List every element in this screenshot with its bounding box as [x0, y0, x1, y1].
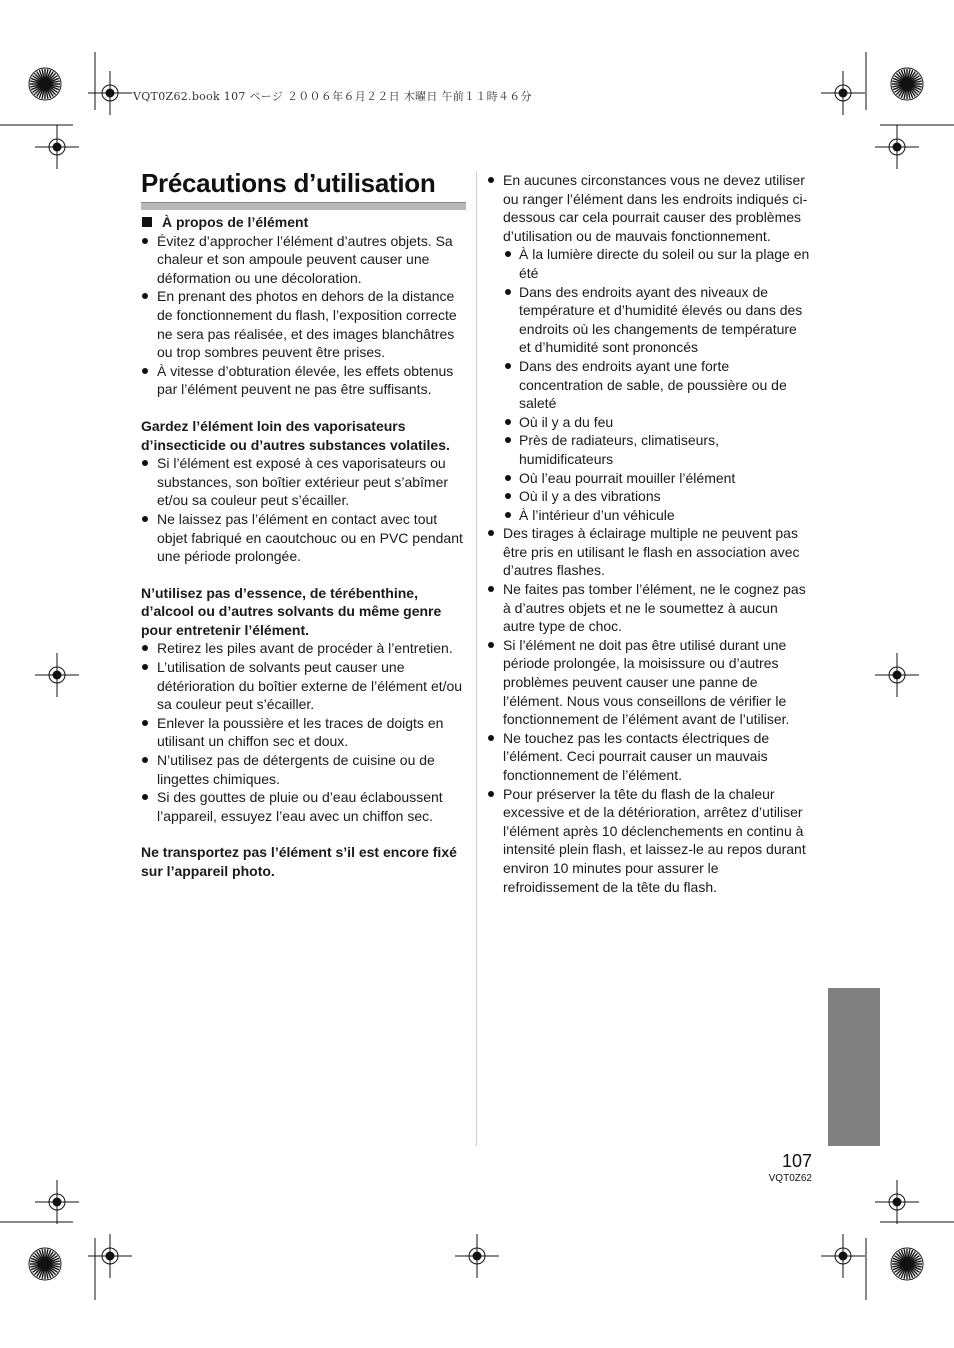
sub-list-item: Dans des endroits ayant une forte concentration de sable, de poussière ou de saleté	[503, 357, 812, 413]
list-item: Si l’élément ne doit pas être utilisé durant une période prolongée, la moisissure ou d’autres problèmes peuvent causer une panne de l’élément. Nous vous conseillons de vérifier le fonctionnement de l’élément avant de l’utiliser.	[487, 636, 812, 729]
sub-list-item: À la lumière directe du soleil ou sur la plage en été	[503, 245, 812, 282]
location-sub-list	[503, 245, 812, 524]
print-header: VQT0Z62.book 107 ページ ２００６年６月２２日 木曜日 午前１１時４６分	[133, 90, 532, 103]
left-column	[141, 213, 468, 881]
list-item: L’utilisation de solvants peut causer une détérioration du boîtier externe de l’élément et/ou sa couleur peut s’écailler.	[141, 658, 468, 714]
title-rule	[141, 202, 466, 210]
list-item: Si l’élément est exposé à ces vaporisateurs ou substances, son boîtier extérieur peut s’abîmer et/ou sa couleur peut s’écailler.	[141, 454, 468, 510]
list-item: Ne touchez pas les contacts électriques de l’élément. Ceci pourrait causer un mauvais fonctionnement de l’élément.	[487, 729, 812, 785]
list-item: Retirez les piles avant de procéder à l’entretien.	[141, 639, 468, 658]
page-number: 107	[781, 1151, 812, 1171]
storage-warning-text: En aucunes circonstances vous ne devez utiliser ou ranger l’élément dans les endroits indiqués ci-dessous car cela pourrait causer des problèmes d’utilisation ou de mauvais fonctionnement.	[503, 172, 808, 244]
sub-list-item: Dans des endroits ayant des niveaux de température et d’humidité élevés ou dans des endroits où les changements de température et d’humidité sont prononcés	[503, 283, 812, 357]
cleaning-list	[141, 639, 468, 825]
storage-bullet-list	[487, 171, 812, 896]
list-item: Ne laissez pas l’élément en contact avec tout objet fabriqué en caoutchouc ou en PVC pendant une période prolongée.	[141, 510, 468, 566]
square-bullet-icon	[142, 217, 152, 227]
volatile-substances-heading: Gardez l’élément loin des vaporisateurs d’insecticide ou d’autres substances volatiles.	[141, 417, 450, 453]
list-item: Ne faites pas tomber l’élément, ne le cognez pas à d’autres objets et ne le soumettez à aucun autre type de choc.	[487, 580, 812, 636]
list-item: Enlever la poussière et les traces de doigts en utilisant un chiffon sec et doux.	[141, 714, 468, 751]
right-column	[487, 171, 812, 896]
list-item: Évitez d’approcher l’élément d’autres objets. Sa chaleur et son ampoule peuvent causer une déformation ou une décoloration.	[141, 232, 468, 288]
sub-list-item: À l’intérieur d’un véhicule	[503, 506, 812, 525]
list-item: N’utilisez pas de détergents de cuisine ou de lingettes chimiques.	[141, 751, 468, 788]
intro-bullet-list	[141, 232, 468, 399]
list-item: Pour préserver la tête du flash de la chaleur excessive et de la détérioration, arrêtez d’utiliser l’élément après 10 déclenchements en continu à intensité plein flash, et laissez-le au repos durant environ 10 minutes pour assurer le refroidissement de la tête du flash.	[487, 785, 812, 897]
model-code: VQT0Z62	[768, 1173, 812, 1184]
volatile-substances-list	[141, 454, 468, 566]
sub-list-item: Où il y a des vibrations	[503, 487, 812, 506]
column-divider	[476, 171, 477, 1146]
list-item: En prenant des photos en dehors de la distance de fonctionnement du flash, l’exposition correcte ne sera pas réalisée, et des images blanchâtres ou trop sombres peuvent être prises.	[141, 287, 468, 361]
page-title: Précautions d’utilisation	[141, 168, 436, 198]
sub-list-item: Où il y a du feu	[503, 413, 812, 432]
section-side-tab	[828, 988, 880, 1146]
list-item: Des tirages à éclairage multiple ne peuvent pas être pris en utilisant le flash en association avec d’autres flashes.	[487, 524, 812, 580]
list-item: Si des gouttes de pluie ou d’eau éclaboussent l’appareil, essuyez l’eau avec un chiffon sec.	[141, 788, 468, 825]
list-item	[487, 171, 812, 524]
section-heading-text: À propos de l’élément	[162, 214, 309, 230]
list-item: À vitesse d’obturation élevée, les effets obtenus par l’élément peuvent ne pas être suffisants.	[141, 362, 468, 399]
section-heading	[141, 213, 468, 232]
transport-heading: Ne transportez pas l’élément s’il est encore fixé sur l’appareil photo.	[141, 844, 457, 879]
sub-list-item: Près de radiateurs, climatiseurs, humidificateurs	[503, 431, 812, 468]
solvents-heading: N’utilisez pas d’essence, de térébenthine, d’alcool ou d’autres solvants du même genre pour entretenir l’élément.	[141, 584, 442, 638]
sub-list-item: Où l’eau pourrait mouiller l’élément	[503, 469, 812, 488]
